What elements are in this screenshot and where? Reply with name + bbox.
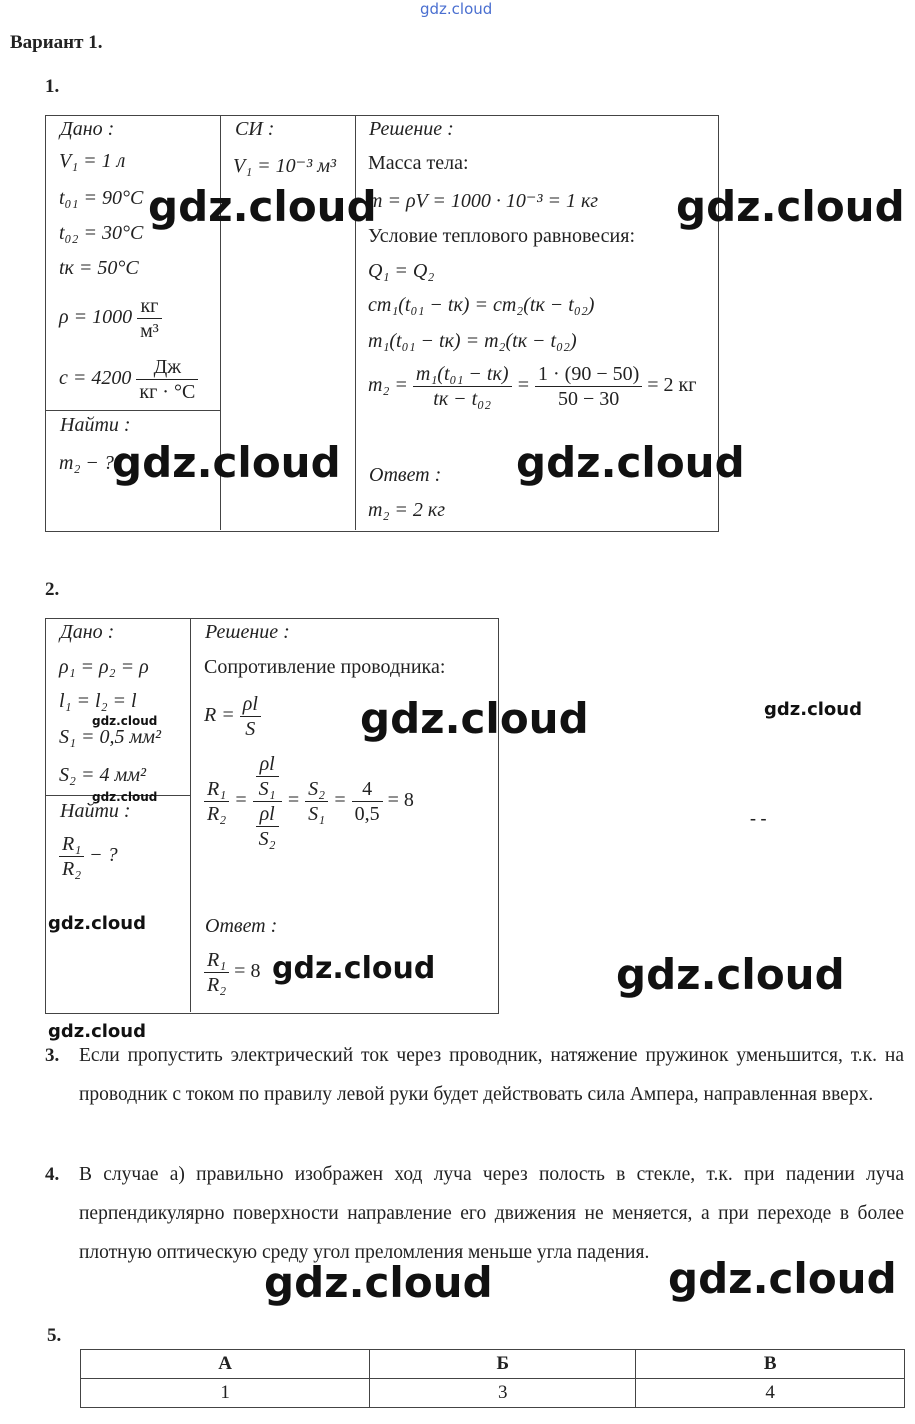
solution-header: Решение :: [369, 118, 454, 140]
problem-4-number: 4.: [45, 1164, 60, 1185]
find-value: $\frac{\text{R₁}}{\text{R₂}}$ − ?: [59, 832, 118, 881]
problem-1-number: 1.: [45, 76, 60, 97]
divider: [45, 410, 220, 411]
watermark: gdz.cloud: [516, 438, 745, 487]
ratio-formula: $\frac{\text{R₁}}{\text{R₂}}$ = $\frac{\frac{\rho l}{\text{S₁}}}{\frac{\rho l}{\text{S₂}}}$ = $\frac{\text{S₂}}{\text{S₁}}$ = $\frac{4}{0,5}$ = 8: [204, 752, 414, 851]
table-cell: 4: [636, 1379, 905, 1408]
watermark: gdz.cloud: [668, 1254, 897, 1303]
given-item: S₁ = 0,5 мм²: [59, 726, 161, 748]
watermark: gdz.cloud: [48, 913, 146, 934]
equation: m₁(t₀₁ − tк) = m₂(tк − t₀₂): [368, 330, 577, 352]
table-cell: 3: [370, 1379, 636, 1408]
watermark: gdz.cloud: [616, 950, 845, 999]
watermark: gdz.cloud: [112, 438, 341, 487]
table-cell: 1: [81, 1379, 370, 1408]
given-header: Дано :: [60, 621, 115, 643]
given-item: t₀₁ = 90°C: [59, 187, 144, 209]
answer-value: $\frac{\text{R₁}}{\text{R₂}}$ = 8: [204, 948, 260, 997]
problem-3-text: Если пропустить электрический ток через проводник, натяжение пружинок уменьшится, т.к. на проводник с током по правилу левой руки будет действовать сила Ампера, направленная вверх.: [79, 1045, 904, 1105]
mass-formula: m = ρV = 1000 · 10⁻³ = 1 кг: [368, 190, 599, 212]
given-header: Дано :: [60, 118, 115, 140]
watermark: gdz.cloud: [676, 182, 905, 231]
watermark: gdz.cloud: [264, 1258, 493, 1307]
answer-header: Ответ :: [205, 915, 278, 937]
resistance-formula: R = $\frac{\rho l}{S}$: [204, 692, 261, 741]
find-value: m₂ − ?: [59, 452, 114, 474]
solution-header: Решение :: [205, 621, 290, 643]
resistance-label: Сопротивление проводника:: [204, 656, 446, 678]
si-header: СИ :: [235, 118, 275, 140]
given-item: S₂ = 4 мм²: [59, 764, 146, 786]
answer-table: [80, 1349, 905, 1408]
si-value: V₁ = 10⁻³ м³: [233, 155, 336, 177]
watermark: gdz.cloud: [360, 694, 589, 743]
answer-value: m₂ = 2 кг: [368, 499, 446, 521]
variant-title: Вариант 1.: [10, 32, 103, 53]
problem-3-number: 3.: [45, 1045, 60, 1066]
problem-5-number: 5.: [47, 1325, 62, 1346]
given-item: ρ₁ = ρ₂ = ρ: [59, 656, 149, 678]
equation: cm₁(t₀₁ − tк) = cm₂(tк − t₀₂): [368, 294, 595, 316]
m2-formula: m₂ = $\frac{\text{m₁(t₀₁ − tк)}}{\text{tк − t₀₂}}$ = $\frac{1 \cdot (90 - 50)}{50 - 30}$ = 2 кг: [368, 363, 697, 410]
given-heat-capacity: c = 4200 $\frac{Дж}{кг \cdot ^\circ C}$: [59, 355, 198, 404]
mass-label: Масса тела:: [368, 152, 469, 174]
table-header: А: [81, 1350, 370, 1379]
given-item: l₁ = l₂ = l: [59, 690, 137, 712]
given-item: V₁ = 1 л: [59, 150, 126, 172]
equation: Q₁ = Q₂: [368, 260, 435, 282]
watermark: gdz.cloud: [48, 1021, 146, 1042]
watermark: gdz.cloud: [272, 951, 436, 986]
watermark: gdz.cloud: [92, 790, 158, 804]
watermark-top: gdz.cloud: [420, 0, 493, 18]
answer-header: Ответ :: [369, 464, 442, 486]
watermark: gdz.cloud: [764, 699, 862, 720]
watermark: gdz.cloud: [92, 714, 158, 728]
given-item: t₀₂ = 30°C: [59, 222, 144, 244]
watermark: gdz.cloud: [148, 182, 377, 231]
balance-label: Условие теплового равновесия:: [368, 225, 636, 247]
divider: [355, 115, 356, 530]
find-header: Найти :: [60, 800, 131, 822]
given-item: tк = 50°C: [59, 257, 139, 279]
find-header: Найти :: [60, 414, 131, 436]
table-header: В: [636, 1350, 905, 1379]
problem-2-number: 2.: [45, 579, 60, 600]
given-density: ρ = 1000 $\frac{кг}{\text{м³}}$: [59, 294, 162, 343]
stray-mark: - -: [750, 808, 767, 828]
table-header: Б: [370, 1350, 636, 1379]
divider: [190, 618, 191, 1012]
problem-4-text: В случае а) правильно изображен ход луча через полость в стекле, т.к. при падении луча перпендикулярно поверхности направление его движения не меняется, а при переходе в более плотную оптическую среду угол преломления меньше угла падения.: [79, 1164, 904, 1263]
